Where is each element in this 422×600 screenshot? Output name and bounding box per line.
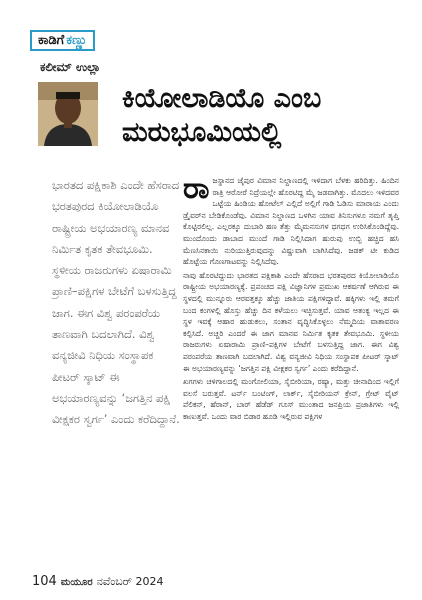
author-portrait-image	[38, 82, 98, 146]
body-paragraph-1	[183, 171, 399, 268]
page-footer	[32, 574, 164, 589]
author-byline: ಕಲೀಮ್ ಉಲ್ಲಾ	[40, 60, 101, 74]
headline-line-2: ಮರುಭೂಮಿಯಲ್ಲಿ	[122, 117, 282, 148]
body-paragraph-1-text: ಜಸ್ಥಾನದ ಜೈಪುರ ವಿಮಾನ ನಿಲ್ದಾಣದಲ್ಲಿ ಇಳಿದಾಗ ಬೆಳಕು ಹರಿದಿತ್ತು. ಹಿಂದಿನ ರಾತ್ರಿ ಆರೋರೆ ನಿದ್ರೆಯಲ್ಲೇ ಹೊರಟಿದ್ದ ಮೈ ಜಡವಾಗಿತ್ತು. ಮೊದಲು ಇಳಿದವರ ಒಟ್ಟೆಯ ಹಿಂಡಿಯ ಹೋಟೆಲ್ ಎಲ್ಲಿದೆ ಅಲ್ಲಿಗೆ ಗಾಡಿ ಓಡಿಸು ಮಾರಾಯ ಎಂದು ಡ್ರೈವರ್‌ನ ಬೇಡಿಕೊಂಡೆವು. ವಿಮಾನ ನಿಲ್ದಾಣದ ಒಳಗಿನ ಯಾವ ತಿನಿಸುಗಳೂ ನಮಗೆ ತೃಪ್ತಿ ಕೊಟ್ಟಿರಲಿಲ್ಲ. ಎಲ್ಲರಕ್ಕೂ ದುಬಾರಿ ಹಣ ತೆತ್ತು ಮೈಮನಸುಗಳ ಧಗಧಗ ಉರಿಸಿಕೊಂಡಿದ್ದೆವು. ಮುಂದೊಂದು ಡಾಬಾದ ಮುಂದೆ ಗಾಡಿ ನಿಲ್ಲಿಸಿದಾಗ ಹುರುಪು ಉಬ್ಬಿ ಹಚ್ಚಿದ ಹಸಿ ಮೆಣಸಿನಕಾಯಿ ನುರಿಯುತ್ತಿರುವುದನ್ನು ವಿಷ್ಣುವಾಗಿ ಬಾಗಿಸಿದೆವು. ಜಡಕ್ ಟೀ ಕುಡಿದ ಹೊಟ್ಟೆಯ ಗೊಣಗಾಟವನ್ನು ನಿಲ್ಲಿಸಿದೆವು.	[183, 176, 399, 267]
pull-quote	[52, 175, 182, 431]
headline-line-1: ಕಿಯೋಲಾಡಿಯೊ ಎಂಬ	[122, 83, 322, 114]
article-body	[183, 171, 399, 424]
column-label-part2: ಕಣ್ಣು	[66, 33, 88, 48]
author-photo	[38, 82, 98, 146]
page-number: 104	[32, 574, 57, 589]
drop-cap: ರಾ	[183, 171, 210, 206]
article-headline	[122, 82, 402, 150]
column-brand-box	[30, 30, 95, 51]
magazine-name: ಮಯೂರ	[60, 577, 93, 588]
issue-date: ನವೆಂಬರ್ 2024	[96, 575, 164, 588]
column-label-part1: ಕಾಡಿಗೆ	[38, 33, 65, 48]
body-paragraph-2: ನಾವು ಹೊರಟಿದ್ದುದು ಭಾರತದ ಪಕ್ಷಿಕಾಶಿ ಎಂದೇ ಹೆಸರಾದ ಭರತಪುರದ ಕಿಯೋಲಾಡಿಯೊ ರಾಷ್ಟ್ರೀಯ ಅಭಯಾರಣ್ಯಕ್ಕೆ. ಪ್ರಪಂಚದ ಪಕ್ಷಿ ವಿಜ್ಞಾನಿಗಳ ಪ್ರಮುಖ ಆಕರ್ಷಣೆ ಆಗಿರುವ ಈ ಸ್ಥಳದಲ್ಲಿ ಮುನ್ನೂರು ಆರವತ್ತಕ್ಕೂ ಹೆಚ್ಚು ಜಾತಿಯ ಪಕ್ಷಿಗಳಿದ್ದಾವೆ. ಹಕ್ಕಿಗಳು ಇಲ್ಲಿ ತಮಗೆ ಬಂದ ಕಂಗಳಲ್ಲಿ ಹೊಸ್ತು ಹೆಚ್ಚು ದಿನ ಕಳೆಯಲು ಇಚ್ಛಿಸುತ್ತವೆ. ಯಾವ ಆತಂಕ್ಯ ಇಲ್ಲದ ಈ ಸ್ಥಳ ಇವಕ್ಕೆ ಆಹಾರ ಹುಡುಕಲು, ಸಂತಾನ ವೃದ್ಧಿಸಿಕೊಳ್ಳಲು ನೆಮ್ಮದಿಯ ವಾತಾವರಣ ಕಲ್ಪಿಸಿದೆ. ಅಚ್ಚರಿ ಎಂದರೆ ಈ ಜಾಗ ಮಾನವ ನಿರ್ಮಿತ ಕೃತಕ ತೇವಭೂಮಿ. ಸ್ಥಳೀಯ ರಾಜರುಗಳು ಏಷಾರಾಮಿ ಪ್ರಾಣಿ–ಪಕ್ಷಿಗಳ ಬೇಟೆಗೆ ಬಳಸುತ್ತಿದ್ದ ಜಾಗ. ಈಗ ವಿಶ್ವ ಪರಂಪರೆಯ ತಾಣವಾಗಿ ಬದಲಾಗಿದೆ. ವಿಶ್ವ ವನ್ಯಜೀವಿ ನಿಧಿಯ ಸಂಸ್ಥಾಪಕ ಪೀಟರ್ ಸ್ಕಾಟ್ ಈ ಅಭಯಾರಣ್ಯವನ್ನು ‘ಜಗತ್ತಿನ ಪಕ್ಷಿ ವೀಕ್ಷಕರ ಸ್ವರ್ಗ’ ಎಂದು ಕರೆದಿದ್ದಾನೆ.	[183, 270, 399, 373]
column-label	[30, 30, 95, 51]
pull-quote-text: ಭಾರತದ ಪಕ್ಷಿಕಾಶಿ ಎಂದೇ ಹೆಸರಾದ ಭರತಪುರದ ಕಿಯೋಲಾಡಿಯೊ ರಾಷ್ಟ್ರೀಯ ಅಭಯಾರಣ್ಯ ಮಾನವ ನಿರ್ಮಿತ ಕೃತಕ ತೇವಭೂಮಿ. ಸ್ಥಳೀಯ ರಾಜರುಗಳು ಏಷಾರಾಮಿ ಪ್ರಾಣಿ–ಪಕ್ಷಿಗಳ ಬೇಟೆಗೆ ಬಳಸುತ್ತಿದ್ದ ಜಾಗ. ಈಗ ವಿಶ್ವ ಪರಂಪರೆಯ ತಾಣವಾಗಿ ಬದಲಾಗಿದೆ. ವಿಶ್ವ ವನ್ಯಜೀವಿ ನಿಧಿಯ ಸಂಸ್ಥಾಪಕ ಪೀಟರ್ ಸ್ಕಾಟ್ ಈ ಅಭಯಾರಣ್ಯವನ್ನು ‘ಜಗತ್ತಿನ ಪಕ್ಷಿ ವೀಕ್ಷಕರ ಸ್ವರ್ಗ’ ಎಂದು ಕರೆದಿದ್ದಾನೆ.	[52, 178, 180, 427]
body-paragraph-3: ಖಗಗಳು ಚಳಿಗಾಲದಲ್ಲಿ ಮಂಗೋಲಿಯಾ, ಸೈಬೀರಿಯಾ, ರಷ್ಯಾ, ಮತ್ತು ಚೀನಾದಿಂದ ಇಲ್ಲಿಗೆ ವಲಸೆ ಬರುತ್ತವೆ. ಟರ್ನ್ ಬಂಟಿಂಗ್, ಲಾರ್ಕ್, ಸೈಬೀರಿಯನ್ ಕ್ರೇನ್, ಗ್ರೇಟ್ ವೈಟ್ ಪೆಲಿಕನ್, ಹೆರಾನ್, ಬಾರ್ ಹೆಡೆಡ್ ಗೂಸ್ ಮುಂತಾದ ಜನಪ್ರಿಯ ಪ್ರಜಾತಿಗಳು ಇಲ್ಲಿ ಕಾಣುತ್ತವೆ. ಒಂದು ವಾರ ಬಿಡಾರ ಹೂಡಿ ಇಲ್ಲಿರುವ ಪಕ್ಷಿಗಳ	[183, 377, 399, 421]
